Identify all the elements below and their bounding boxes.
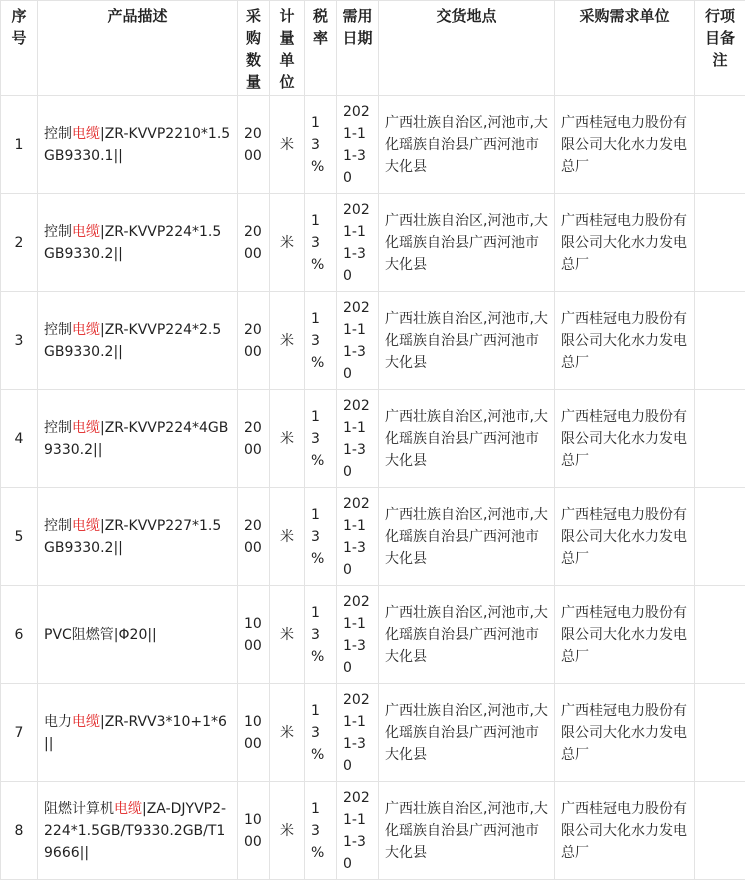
cell-tax: 13% [305, 292, 337, 390]
cell-no: 7 [1, 684, 38, 782]
cell-date: 2021-11-30 [337, 782, 379, 880]
cell-place: 广西壮族自治区,河池市,大化瑶族自治县广西河池市大化县 [379, 586, 555, 684]
table-row [1, 782, 745, 880]
cell-uom: 米 [270, 390, 305, 488]
cell-date: 2021-11-30 [337, 96, 379, 194]
cell-no: 5 [1, 488, 38, 586]
cell-date: 2021-11-30 [337, 390, 379, 488]
desc-text: 控制 [44, 517, 72, 534]
header-no: 序号 [1, 1, 38, 96]
desc-highlight: 电缆 [72, 419, 100, 436]
desc-text: |ZR-RVV3*10+1*6|| [44, 713, 227, 752]
desc-text: 控制 [44, 125, 72, 142]
cell-remark [695, 488, 745, 586]
cell-place: 广西壮族自治区,河池市,大化瑶族自治县广西河池市大化县 [379, 782, 555, 880]
cell-tax: 13% [305, 488, 337, 586]
cell-place: 广西壮族自治区,河池市,大化瑶族自治县广西河池市大化县 [379, 96, 555, 194]
cell-remark [695, 684, 745, 782]
header-desc: 产品描述 [38, 1, 238, 96]
cell-place: 广西壮族自治区,河池市,大化瑶族自治县广西河池市大化县 [379, 390, 555, 488]
desc-text: 电力 [44, 713, 72, 730]
cell-tax: 13% [305, 390, 337, 488]
cell-place: 广西壮族自治区,河池市,大化瑶族自治县广西河池市大化县 [379, 292, 555, 390]
desc-text: 控制 [44, 321, 72, 338]
cell-desc [38, 194, 238, 292]
cell-desc [38, 684, 238, 782]
cell-place: 广西壮族自治区,河池市,大化瑶族自治县广西河池市大化县 [379, 488, 555, 586]
cell-unit: 广西桂冠电力股份有限公司大化水力发电总厂 [555, 194, 695, 292]
cell-qty: 2000 [238, 390, 270, 488]
cell-unit: 广西桂冠电力股份有限公司大化水力发电总厂 [555, 488, 695, 586]
cell-qty: 1000 [238, 684, 270, 782]
cell-uom: 米 [270, 586, 305, 684]
table-header-row [1, 1, 745, 96]
desc-text: 控制 [44, 419, 72, 436]
cell-no: 8 [1, 782, 38, 880]
desc-text: 控制 [44, 223, 72, 240]
cell-remark [695, 96, 745, 194]
cell-desc [38, 292, 238, 390]
cell-uom: 米 [270, 684, 305, 782]
desc-highlight: 电缆 [72, 223, 100, 240]
desc-highlight: 电缆 [72, 125, 100, 142]
desc-text: |ZA-DJYVP2-224*1.5GB/T9330.2GB/T19666|| [44, 800, 227, 861]
cell-no: 4 [1, 390, 38, 488]
cell-unit: 广西桂冠电力股份有限公司大化水力发电总厂 [555, 586, 695, 684]
cell-date: 2021-11-30 [337, 292, 379, 390]
cell-qty: 2000 [238, 488, 270, 586]
cell-qty: 1000 [238, 586, 270, 684]
cell-uom: 米 [270, 194, 305, 292]
table-row [1, 194, 745, 292]
cell-unit: 广西桂冠电力股份有限公司大化水力发电总厂 [555, 684, 695, 782]
cell-tax: 13% [305, 684, 337, 782]
cell-unit: 广西桂冠电力股份有限公司大化水力发电总厂 [555, 782, 695, 880]
cell-desc [38, 782, 238, 880]
cell-remark [695, 390, 745, 488]
cell-desc [38, 586, 238, 684]
cell-place: 广西壮族自治区,河池市,大化瑶族自治县广西河池市大化县 [379, 684, 555, 782]
header-unit: 采购需求单位 [555, 1, 695, 96]
table-row [1, 292, 745, 390]
cell-no: 6 [1, 586, 38, 684]
table-row [1, 684, 745, 782]
cell-desc [38, 390, 238, 488]
desc-text: 阻燃计算机 [44, 800, 114, 817]
cell-uom: 米 [270, 292, 305, 390]
desc-text: |ZR-KVVP227*1.5GB9330.2|| [44, 517, 222, 556]
cell-no: 2 [1, 194, 38, 292]
desc-text: |ZR-KVVP224*2.5GB9330.2|| [44, 321, 222, 360]
cell-unit: 广西桂冠电力股份有限公司大化水力发电总厂 [555, 96, 695, 194]
cell-qty: 2000 [238, 194, 270, 292]
cell-date: 2021-11-30 [337, 488, 379, 586]
cell-tax: 13% [305, 96, 337, 194]
desc-highlight: 电缆 [72, 321, 100, 338]
cell-date: 2021-11-30 [337, 194, 379, 292]
cell-qty: 1000 [238, 782, 270, 880]
cell-date: 2021-11-30 [337, 684, 379, 782]
cell-uom: 米 [270, 488, 305, 586]
cell-tax: 13% [305, 586, 337, 684]
desc-text: |ZR-KVVP224*1.5GB9330.2|| [44, 223, 222, 262]
header-remark: 行项目备注 [695, 1, 745, 96]
header-qty: 采购数量 [238, 1, 270, 96]
table-row [1, 96, 745, 194]
cell-tax: 13% [305, 782, 337, 880]
desc-text: |ZR-KVVP224*4GB9330.2|| [44, 419, 229, 458]
cell-remark [695, 782, 745, 880]
cell-tax: 13% [305, 194, 337, 292]
cell-unit: 广西桂冠电力股份有限公司大化水力发电总厂 [555, 390, 695, 488]
table-row [1, 390, 745, 488]
cell-no: 3 [1, 292, 38, 390]
cell-desc [38, 488, 238, 586]
header-tax: 税率 [305, 1, 337, 96]
cell-desc [38, 96, 238, 194]
cell-uom: 米 [270, 782, 305, 880]
desc-highlight: 电缆 [114, 800, 142, 817]
header-date: 需用日期 [337, 1, 379, 96]
table-row [1, 488, 745, 586]
desc-text: PVC阻燃管|Φ20|| [44, 626, 157, 643]
cell-unit: 广西桂冠电力股份有限公司大化水力发电总厂 [555, 292, 695, 390]
table-row [1, 586, 745, 684]
header-place: 交货地点 [379, 1, 555, 96]
desc-highlight: 电缆 [72, 517, 100, 534]
cell-date: 2021-11-30 [337, 586, 379, 684]
cell-no: 1 [1, 96, 38, 194]
cell-place: 广西壮族自治区,河池市,大化瑶族自治县广西河池市大化县 [379, 194, 555, 292]
desc-text: |ZR-KVVP2210*1.5GB9330.1|| [44, 125, 231, 164]
cell-remark [695, 194, 745, 292]
cell-uom: 米 [270, 96, 305, 194]
cell-remark [695, 586, 745, 684]
header-uom: 计量单位 [270, 1, 305, 96]
table-body [1, 96, 745, 880]
cell-qty: 2000 [238, 96, 270, 194]
desc-highlight: 电缆 [72, 713, 100, 730]
cell-remark [695, 292, 745, 390]
cell-qty: 2000 [238, 292, 270, 390]
